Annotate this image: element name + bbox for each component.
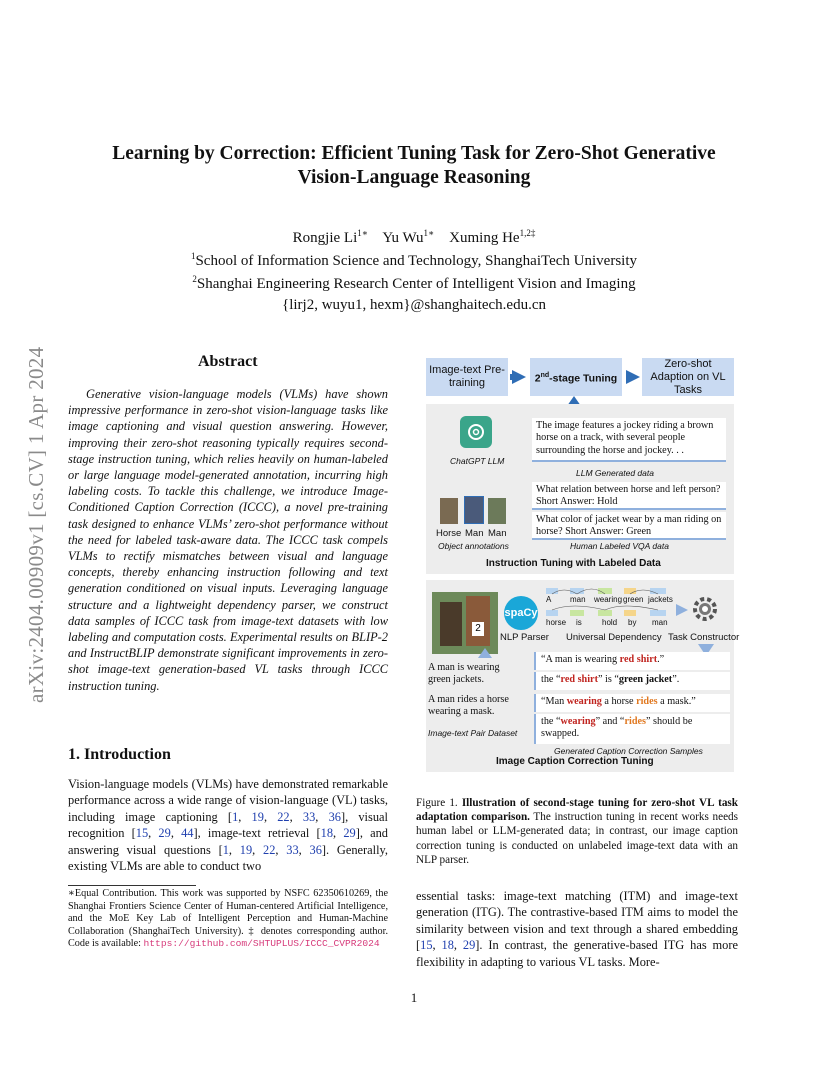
dep-word: man — [570, 595, 586, 604]
figure-caption — [416, 796, 738, 867]
abstract-heading: Abstract — [198, 353, 258, 370]
author-1-sup: 1∗ — [357, 228, 368, 238]
box2-pre: 2 — [534, 372, 541, 385]
caption-pair-1: A man is wearing green jackets. — [428, 662, 500, 686]
object-annotations-label: Object annotations — [438, 541, 509, 551]
s3-orange: rides — [636, 696, 658, 707]
s1-post: .” — [657, 654, 665, 665]
s4-mid: ” and “ — [595, 716, 625, 727]
arrow-shaft — [510, 374, 516, 380]
citation-link[interactable]: 18 — [441, 938, 454, 953]
intro-body: Vision-language models (VLMs) have demonstrated remarkable performance across a wide range of vision-language (VL) tasks, including image captioning [1, 19, 22, 33, 36], visual recognition [15, 29, 44], image-text retrieval [18, 29], and answering visual questions [1, 19, 22, 33, 36]. Generally, existing VLMs are able to conduct two — [68, 777, 389, 874]
s2-red: red shirt — [560, 674, 598, 685]
affiliation-2-text: Shanghai Engineering Research Center of Intelligent Vision and Imaging — [196, 276, 636, 292]
affiliation-1-text: School of Information Science and Technology, ShanghaiTech University — [195, 253, 638, 269]
right-text-1: essential tasks: image-text matching (ITM) and image-text generation (ITG). The contrastive-based ITM aims to model the similarity between vision and text through a shared embedding [ — [416, 889, 738, 953]
citation-link[interactable]: 44 — [181, 826, 194, 841]
universal-dependency-label: Universal Dependency — [566, 632, 662, 643]
correction-sample-4 — [534, 714, 730, 744]
citation-link[interactable]: 15 — [420, 938, 433, 953]
intro-text-3: ], image-text retrieval [ — [193, 826, 321, 841]
citation-link[interactable]: 36 — [309, 842, 322, 857]
correction-sample-3 — [534, 694, 730, 712]
s4-red: wearing — [560, 716, 596, 727]
dep-word: green — [623, 595, 644, 604]
panel-2-title: Image Caption Correction Tuning — [496, 756, 654, 767]
citation-link[interactable]: 29 — [158, 826, 171, 841]
footnote-text: ∗Equal Contribution. This work was supported by NSFC 62350610269, the Shanghai Frontiers Science Center of Human-centered Artificial Intelligence, and the MoE Key Lab of Intelligent Perception and Human-Machine Collaboration (ShanghaiTech University). ‡ denotes corresponding author. Code is available: — [68, 888, 388, 950]
citation-link[interactable]: 15 — [135, 826, 149, 841]
citation-link[interactable]: 1 — [222, 842, 229, 857]
citation-link[interactable]: 19 — [239, 842, 253, 857]
s4-pre: the “ — [541, 716, 561, 727]
intro-text-2: ], visual recognition [ — [68, 809, 388, 841]
correction-sample-1 — [534, 652, 730, 670]
caption-bold: Illustration of second-stage tuning for zero-shot VL task adaptation comparison. — [416, 797, 738, 824]
box2-sup: nd — [540, 371, 550, 379]
citation-link[interactable]: 33 — [302, 809, 316, 824]
s2-pre: the “ — [541, 674, 561, 685]
s1-pre: “A man is wearing — [541, 654, 620, 665]
author-3: Xuming He — [449, 230, 520, 246]
gear-icon — [690, 594, 720, 624]
title-line-2: Vision-Language Reasoning — [297, 167, 531, 188]
panel-1-title: Instruction Tuning with Labeled Data — [486, 558, 661, 569]
citation-link[interactable]: 18 — [320, 826, 334, 841]
affiliation-2-sup: 2 — [192, 274, 197, 284]
llm-text-box: The image features a jockey riding a brown horse on a track, with several people surrounding the horse and jockey. . . — [532, 418, 726, 462]
citation-link[interactable]: 19 — [251, 809, 264, 824]
dep-word: horse — [546, 618, 567, 627]
page-number: 1 — [410, 990, 418, 1005]
dep-word: hold — [602, 618, 618, 627]
dep-word: man — [652, 618, 668, 627]
dep-word: by — [628, 618, 637, 627]
author-2: Yu Wu — [382, 230, 424, 246]
second-stage-tuning-box — [530, 358, 622, 396]
paper-title — [80, 142, 748, 190]
citation-link[interactable]: 22 — [277, 809, 290, 824]
dep-word: A — [546, 595, 552, 604]
footnote — [68, 888, 388, 951]
s3-mid: a horse — [601, 696, 637, 707]
man-thumbnail — [488, 498, 506, 524]
pair-dataset-label: Image-text Pair Dataset — [428, 728, 518, 738]
dep-word: wearing — [594, 595, 623, 604]
chatgpt-icon — [460, 416, 492, 448]
intro-text-5: ]. Generally, existing VLMs are able to conduct two — [68, 842, 389, 874]
vqa-box-2: What color of jacket wear by a man riding on horse? Short Answer: Green — [532, 512, 726, 540]
arrow-right-icon — [676, 604, 688, 616]
horse-thumbnail — [440, 498, 458, 524]
affiliation-1 — [0, 251, 828, 270]
intro-text-4: ], and answering visual questions [ — [68, 826, 388, 857]
chatgpt-label: ChatGPT LLM — [450, 456, 505, 466]
figure-1 — [416, 356, 740, 774]
correction-sample-2 — [534, 672, 730, 690]
s1-red: red shirt — [619, 654, 658, 665]
author-emails: {lirj2, wuyu1, hexm}@shanghaitech.edu.cn — [282, 297, 546, 313]
vqa-box-1: What relation between horse and left person? Short Answer: Hold — [532, 482, 726, 510]
author-2-sup: 1∗ — [423, 228, 435, 238]
s2-bold: green jacket — [618, 674, 673, 685]
man-thumbnail — [464, 496, 484, 524]
citation-link[interactable]: 29 — [462, 938, 476, 953]
affiliation-2 — [0, 274, 828, 293]
citation-link[interactable]: 1 — [232, 809, 239, 824]
arrow-right-icon — [626, 370, 640, 384]
title-line-1: Learning by Correction: Efficient Tuning Task for Zero-Shot Generative — [112, 143, 716, 164]
author-list — [0, 228, 828, 247]
openai-logo-icon — [466, 422, 486, 442]
author-1: Rongjie Li — [292, 230, 358, 246]
object-label: Horse — [436, 528, 462, 539]
footnote-rule — [68, 885, 196, 886]
object-label: Man — [465, 528, 484, 539]
generated-samples-label: Generated Caption Correction Samples — [554, 746, 703, 756]
caption-lead: Figure 1. — [416, 797, 462, 809]
intro-heading: 1. Introduction — [68, 746, 171, 763]
pretraining-box: Image-text Pre-training — [426, 358, 508, 396]
spacy-logo: spaCy — [504, 596, 538, 630]
citation-link[interactable]: 29 — [343, 826, 356, 841]
right-text-2: ]. In contrast, the generative-based ITG has more flexibility in adapting to various VL tasks. More- — [416, 938, 738, 969]
llm-generated-label: LLM Generated data — [576, 468, 654, 478]
s3-red: wearing — [566, 696, 602, 707]
citation-link[interactable]: 22 — [263, 842, 276, 857]
dep-word: jackets — [648, 595, 673, 604]
horse-race-photo: 2 — [432, 592, 498, 654]
citation-link[interactable]: 36 — [328, 809, 341, 824]
citation-link[interactable]: 33 — [286, 842, 299, 857]
caption-pair-2: A man rides a horse wearing a mask. — [428, 694, 509, 718]
zero-shot-box: Zero-shot Adaption on VL Tasks — [642, 358, 734, 396]
human-vqa-label: Human Labeled VQA data — [570, 541, 669, 551]
intro-text-1: Vision-language models (VLMs) have demonstrated remarkable performance across a wide range of vision-language (VL) tasks, including image captioning [ — [68, 777, 388, 824]
affiliation-1-sup: 1 — [190, 251, 196, 261]
arrow-up-icon — [478, 648, 492, 658]
s2-mid: ” is “ — [597, 674, 619, 685]
nlp-parser-label: NLP Parser — [500, 632, 549, 643]
s3-pre: “Man — [541, 696, 567, 707]
s4-orange: rides — [624, 716, 646, 727]
arxiv-identifier: arXiv:2404.00909v1 [cs.CV] 1 Apr 2024 — [24, 346, 48, 704]
object-label: Man — [488, 528, 507, 539]
author-3-sup: 1,2‡ — [519, 228, 536, 238]
code-link[interactable]: https://github.com/SHTUPLUS/ICCC_CVPR2024 — [143, 938, 380, 950]
right-column-text: essential tasks: image-text matching (ITM) and image-text generation (ITG). The contrastive-based ITM aims to model the similarity between vision and text through a shared embedding [15, 18, 29]. In contrast, the generative-based ITG has more flexibility in adapting to various VL tasks. More- — [416, 889, 738, 969]
task-constructor-label: Task Constructor — [668, 632, 740, 643]
box2-post: -stage Tuning — [549, 372, 618, 385]
s3-post: a mask.” — [657, 696, 696, 707]
abstract-body: Generative vision-language models (VLMs) have shown impressive performance in zero-shot vision-language tasks like image captioning and visual question answering. However, improving their zero-shot reasoning typically requires second-stage instruction tuning, which relies heavily on human-labeled or large language model-generated annotation, incurring high labeling costs. To tackle this challenge, we introduce Image-Conditioned Caption Correction (ICCC), a novel pre-training task designed to enhance VLMs’ zero-shot performance without the need for labeled task-aware data. The ICCC task compels VLMs to rectify mismatches between visual and language concepts, thereby enhancing instruction following and text generation conditioned on visual inputs. Leveraging language structure and a lightweight dependency parser, we construct data samples of ICCC task from image-text datasets with low labeling and computation costs. Experimental results on BLIP-2 and InstructBLIP demonstrate significant improvements in zero-shot image-text generation-based VL tasks through ICCC instruction tuning. — [68, 387, 388, 693]
s2-post: ”. — [672, 674, 680, 685]
caption-rest: The instruction tuning in recent works needs human label or LLM-generated data; in contrast, our image caption correction tuning is conducted on unlabeled image-text data with an NLP parser. — [416, 811, 738, 866]
s4-post: ” should be swapped. — [541, 716, 693, 740]
dep-word: is — [576, 618, 582, 627]
